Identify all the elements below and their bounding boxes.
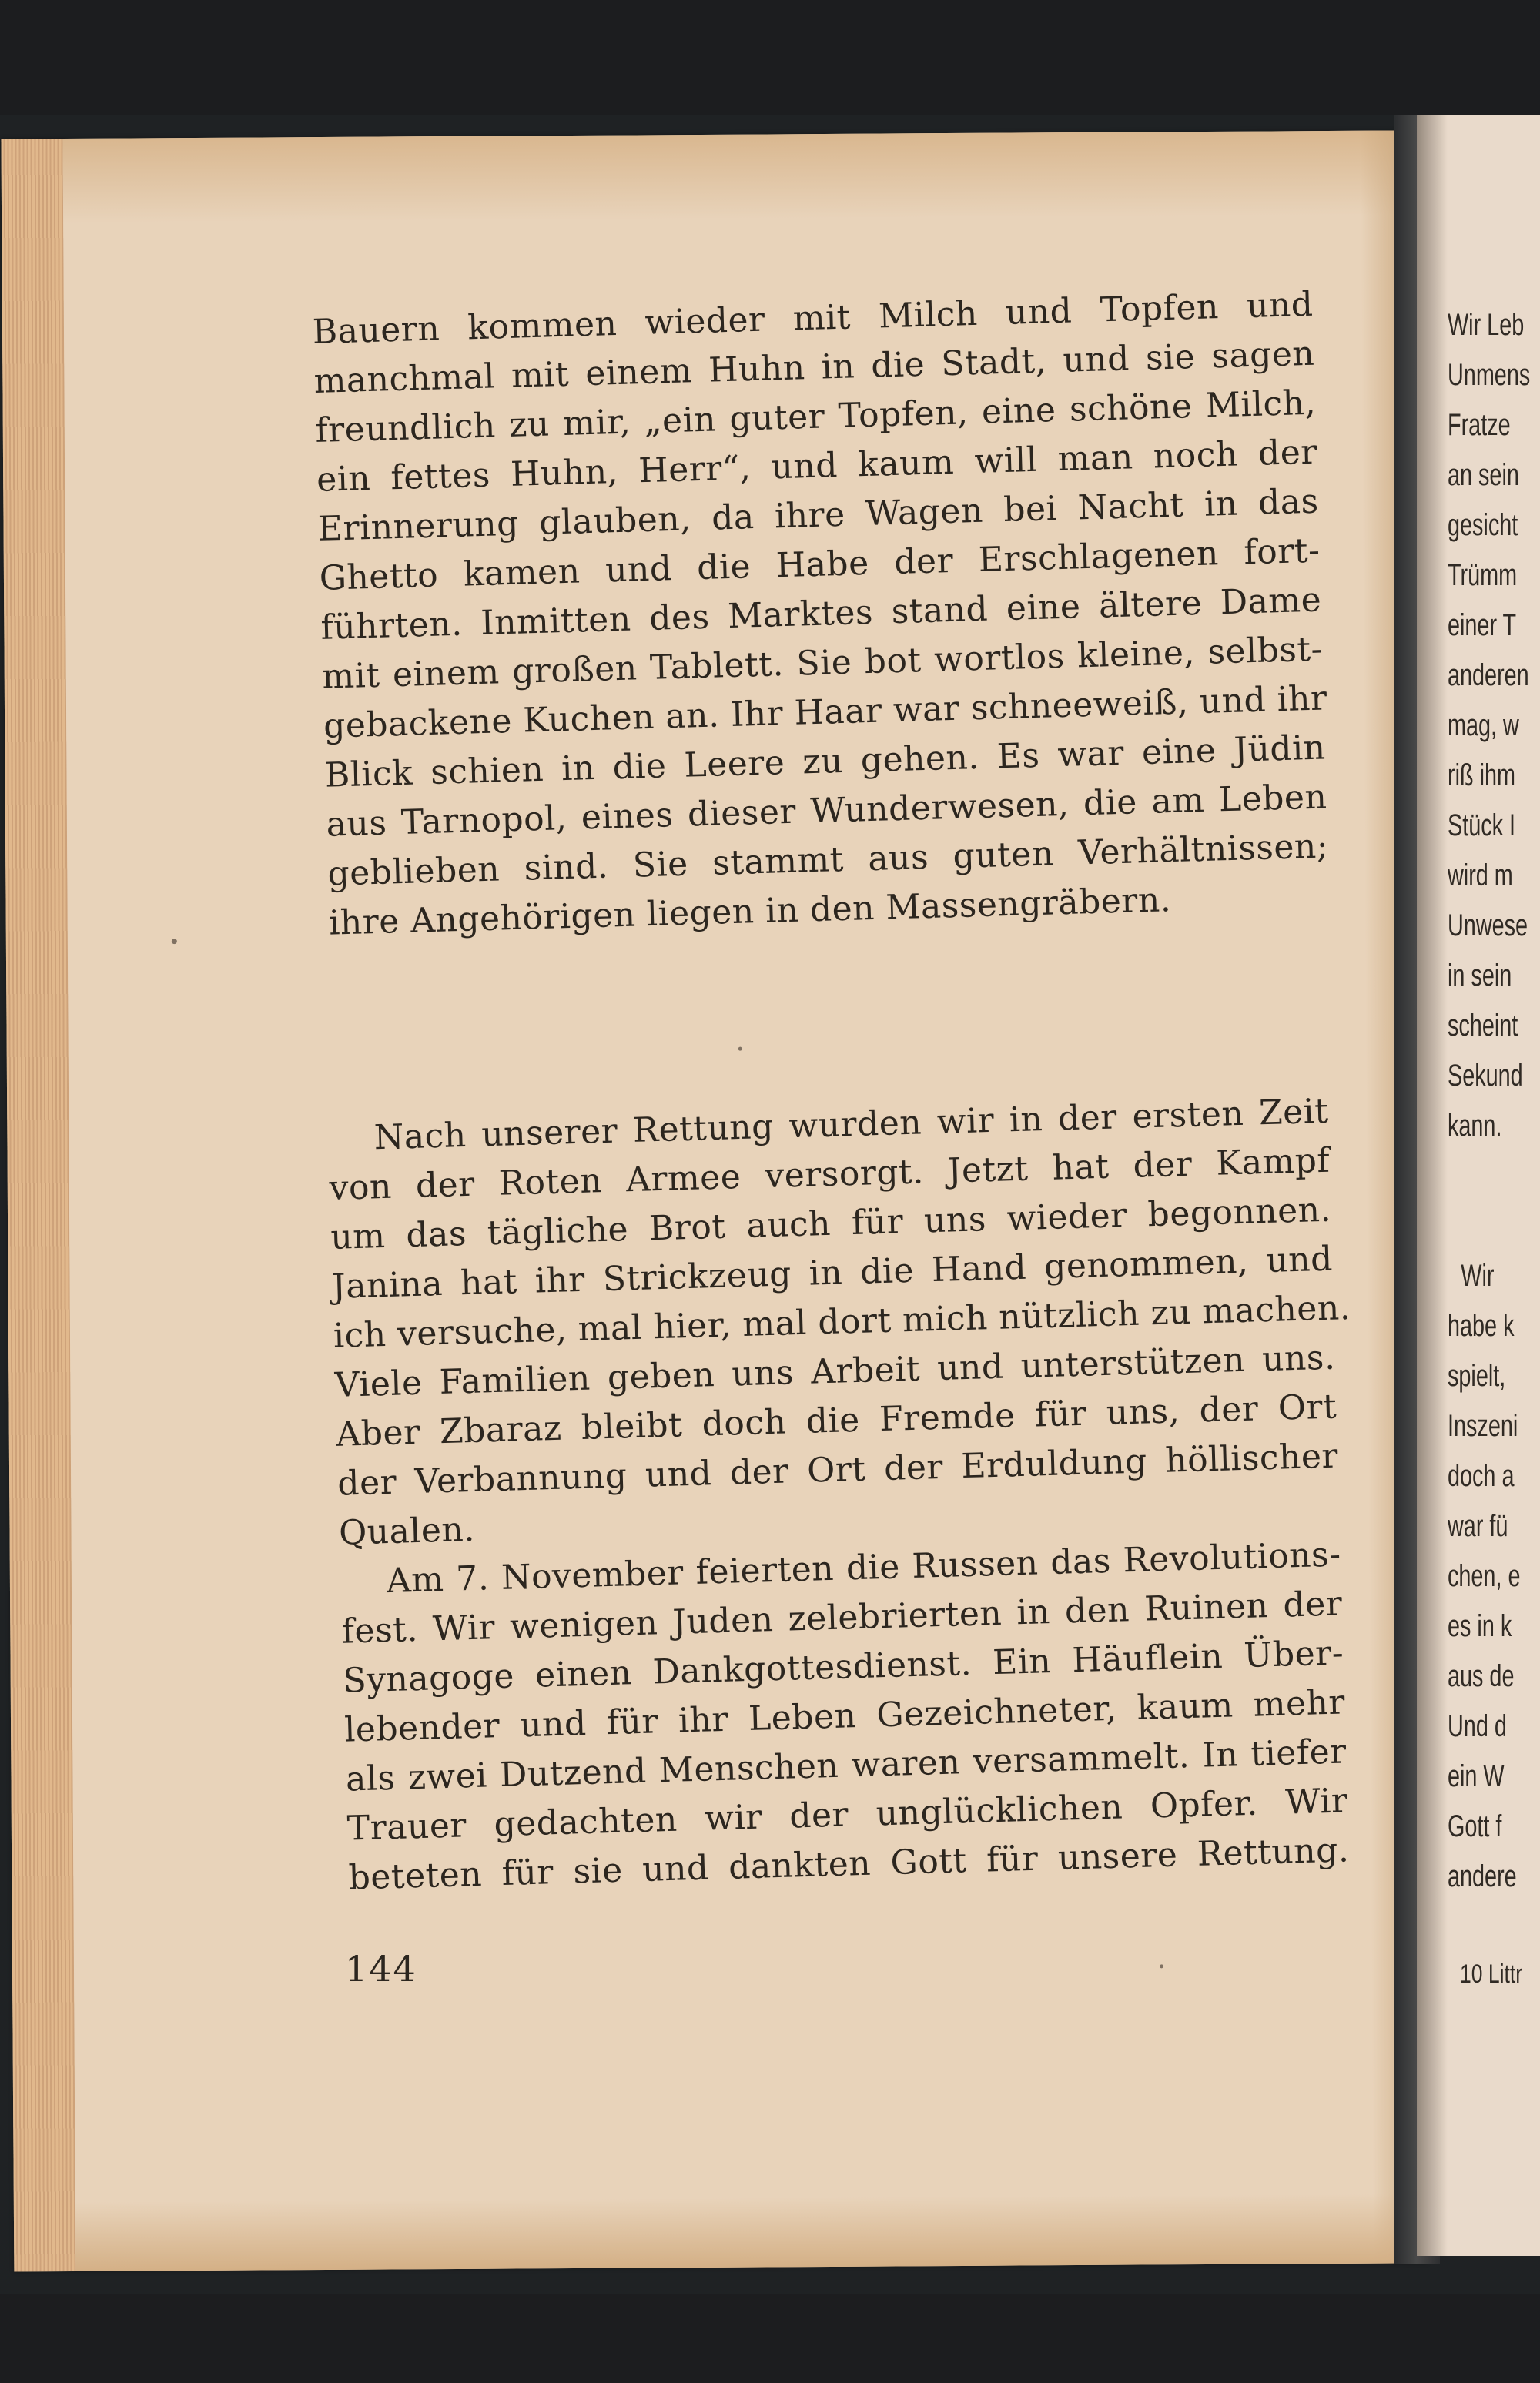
- right-line: Stück I: [1448, 808, 1516, 842]
- text-line: um das tägliche Brot auch für uns wieder begonnen.: [330, 1190, 1332, 1257]
- text-line: Aber Zbaraz bleibt doch die Fremde für uns, der Ort: [335, 1387, 1337, 1454]
- text-line: als zwei Dutzend Menschen waren versammelt. In tiefer: [345, 1732, 1348, 1799]
- right-line: mag, w: [1448, 708, 1519, 742]
- right-line: chen, e: [1448, 1559, 1521, 1593]
- paper-speck: [172, 939, 177, 944]
- right-line: ein W: [1448, 1759, 1505, 1793]
- text-line: freundlich zu mir, „ein guter Topfen, eine schöne Milch,: [314, 383, 1317, 450]
- text-line: Am 7. November feierten die Russen das Revolutions-: [386, 1535, 1342, 1601]
- right-line: anderen: [1448, 658, 1529, 692]
- right-line: aus de: [1448, 1659, 1515, 1693]
- text-line: Erinnerung glauben, da ihre Wagen bei Nacht in das: [317, 481, 1320, 549]
- right-line: an sein: [1448, 458, 1519, 492]
- paper-speck: [738, 1047, 742, 1051]
- text-line: mit einem großen Tablett. Sie bot wortlos kleine, selbst-: [321, 629, 1324, 697]
- text-line: Blick schien in die Leere zu gehen. Es war eine Jüdin: [324, 728, 1327, 795]
- right-line: es in k: [1448, 1609, 1512, 1643]
- right-line: Fratze: [1448, 408, 1511, 442]
- right-line: war fü: [1448, 1509, 1508, 1543]
- right-line: Unmens: [1448, 358, 1531, 392]
- right-line: doch a: [1448, 1459, 1515, 1493]
- text-line: Trauer gedachten wir der unglücklichen Opfer. Wir: [346, 1781, 1349, 1849]
- right-line: wird m: [1448, 858, 1513, 892]
- right-line: in sein: [1448, 959, 1512, 992]
- paper-speck: [1160, 1964, 1163, 1968]
- text-line: ich versuche, mal hier, mal dort mich nützlich zu machen.: [333, 1287, 1351, 1356]
- right-page: [1417, 115, 1540, 2256]
- right-line: einer T: [1448, 608, 1517, 642]
- text-line: Janina hat ihr Strickzeug in die Hand genommen, und: [331, 1239, 1334, 1307]
- right-line: Trümm: [1448, 558, 1518, 592]
- right-line: andere: [1448, 1859, 1517, 1893]
- text-line: gebackene Kuchen an. Ihr Haar war schneeweiß, und ihr: [323, 678, 1328, 746]
- paragraph-2: [327, 1087, 1350, 1903]
- text-line: ihre Angehörigen liegen in den Massengräbern.: [328, 880, 1172, 943]
- text-line: Qualen.: [338, 1509, 476, 1553]
- right-line: Inszeni: [1448, 1409, 1518, 1443]
- text-line: Nach unserer Rettung wurden wir in der ersten Zeit: [373, 1091, 1330, 1158]
- right-line: Gott f: [1448, 1809, 1502, 1843]
- right-line: Sekund: [1448, 1059, 1523, 1093]
- text-line: lebender und für ihr Leben Gezeichneter, kaum mehr: [343, 1682, 1346, 1750]
- text-line: Synagoge einen Dankgottesdienst. Ein Häuflein Über-: [342, 1633, 1344, 1701]
- text-line: manchmal mit einem Huhn in die Stadt, und sie sagen: [313, 333, 1315, 401]
- text-line: geblieben sind. Sie stammt aus guten Verhältnissen;: [326, 826, 1329, 894]
- right-line: spielt,: [1448, 1359, 1506, 1393]
- right-line: gesicht: [1448, 508, 1518, 542]
- right-line: kann.: [1448, 1109, 1502, 1143]
- right-line: habe k: [1448, 1309, 1515, 1343]
- text-line: Ghetto kamen und die Habe der Erschlagenen fort-: [319, 530, 1321, 598]
- page-number: 144: [345, 1948, 417, 1990]
- text-line: Bauern kommen wieder mit Milch und Topfen und: [312, 284, 1314, 352]
- right-line: Und d: [1448, 1709, 1507, 1743]
- right-line: riß ihm: [1448, 758, 1515, 792]
- right-line: Unwese: [1448, 909, 1528, 942]
- page-edges: [1, 139, 75, 2271]
- text-line: aus Tarnopol, eines dieser Wunderwesen, die am Leben: [326, 777, 1327, 845]
- text-line: führten. Inmitten des Marktes stand eine ältere Dame: [320, 580, 1322, 648]
- text-line: fest. Wir wenigen Juden zelebrierten in den Ruinen der: [341, 1584, 1343, 1652]
- text-line: von der Roten Armee versorgt. Jetzt hat der Kampf: [328, 1140, 1331, 1208]
- right-line: Wir Leb: [1448, 308, 1525, 342]
- text-line: der Verbannung und der Ort der Erduldung höllischer: [336, 1436, 1339, 1504]
- paragraph-1: [312, 280, 1331, 949]
- text-line: beteten für sie und dankten Gott für unsere Rettung.: [347, 1830, 1350, 1898]
- right-page-footer: 10 Littr: [1460, 1960, 1523, 1989]
- text-line: ein fettes Huhn, Herr“, und kaum will man noch der: [316, 432, 1318, 500]
- right-line: Wir: [1461, 1259, 1495, 1293]
- right-page-text: [1448, 300, 1540, 1902]
- right-line: scheint: [1448, 1009, 1518, 1043]
- text-line: Viele Familien geben uns Arbeit und unterstützen uns.: [334, 1337, 1337, 1405]
